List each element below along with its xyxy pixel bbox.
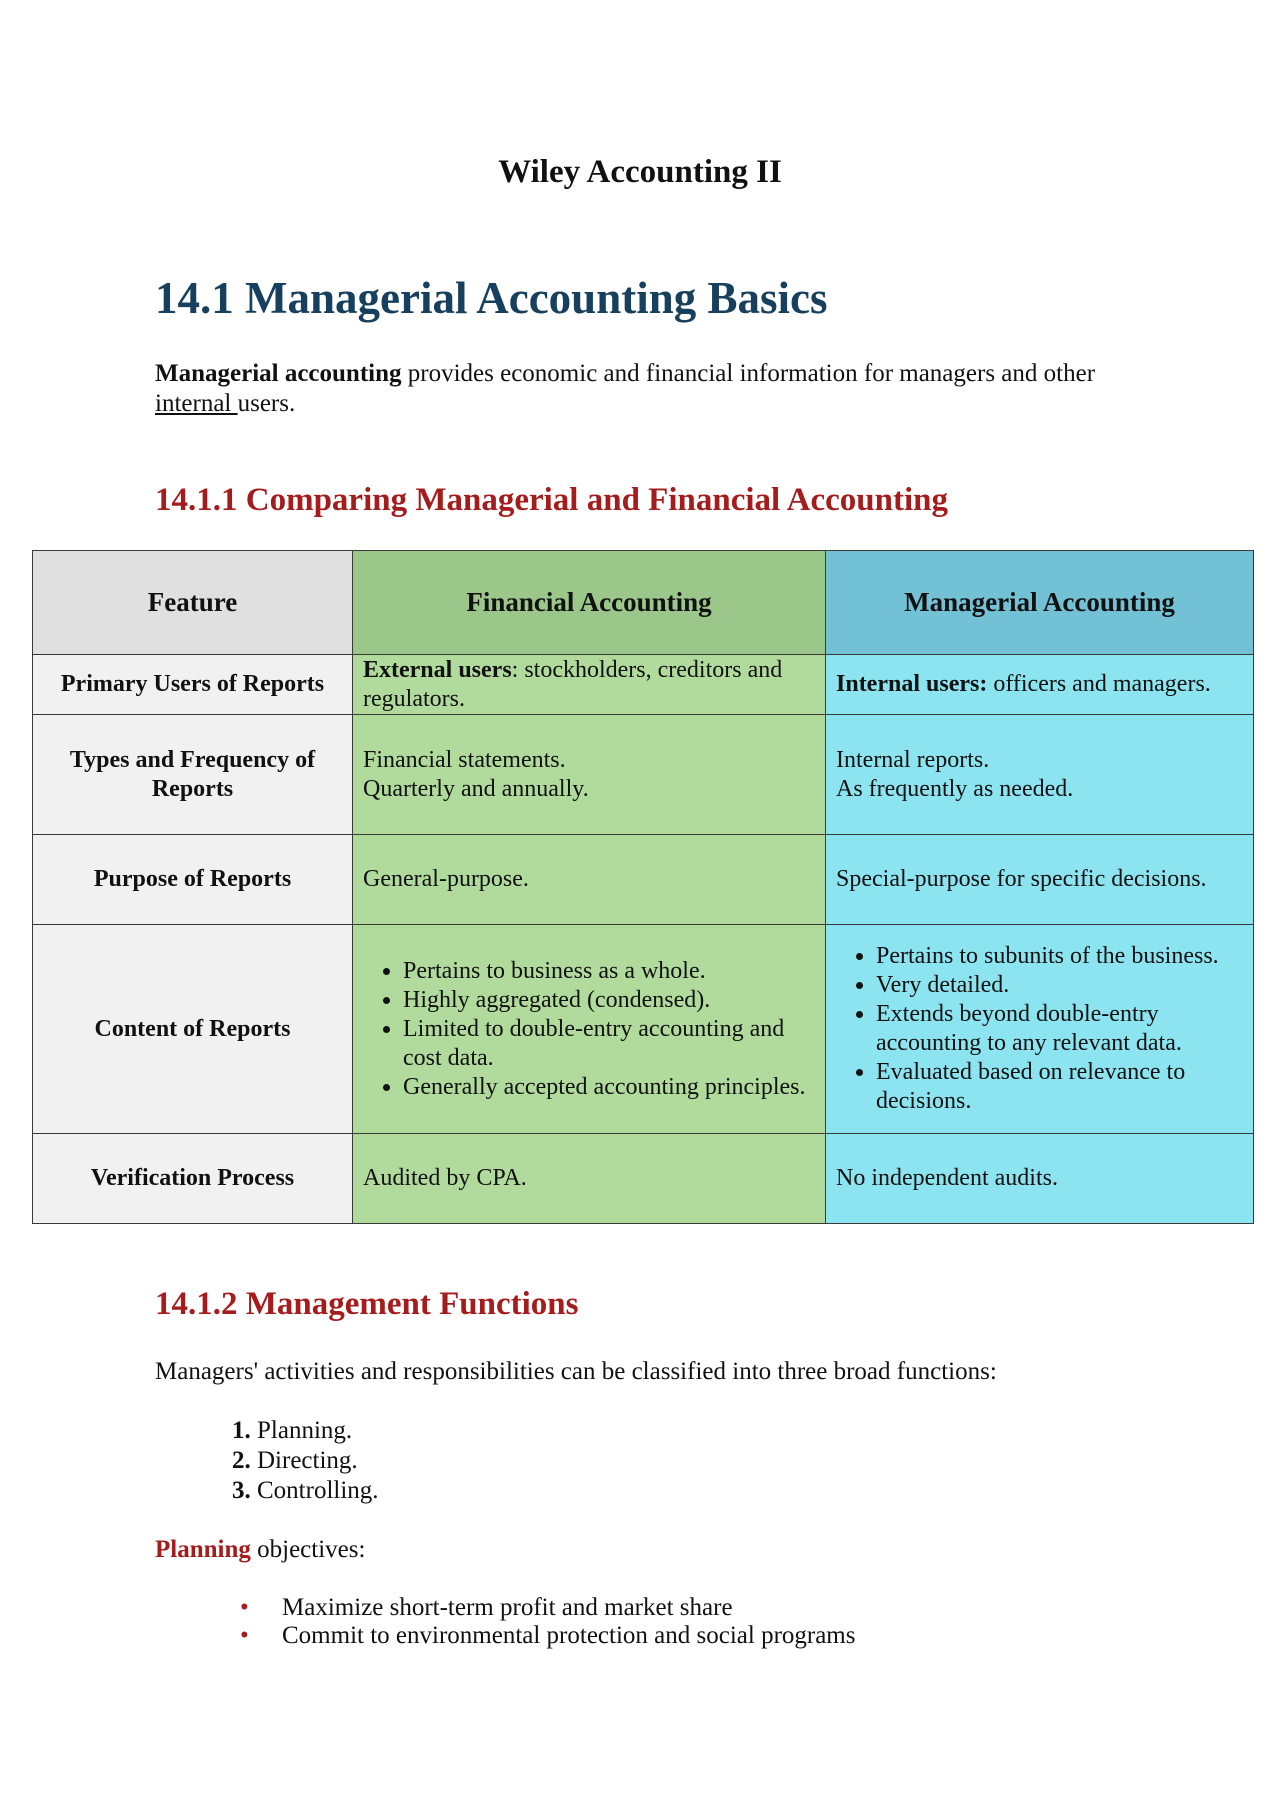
list-text: Planning. (250, 1417, 353, 1444)
list-item: • Generally accepted accounting principles. (403, 1073, 815, 1102)
table-row (33, 925, 1254, 1134)
feature-cell-content: Content of Reports (33, 925, 353, 1134)
list-item (232, 1416, 379, 1446)
list-item: • Extends beyond double-entry accounting to any relevant data. (876, 1000, 1243, 1058)
financial-cell-content (353, 925, 826, 1134)
managerial-users-text: officers and managers. (987, 671, 1211, 697)
list-item: • Very detailed. (876, 971, 1243, 1000)
bullet-icon: • (240, 1622, 249, 1649)
list-text: Maximize short-term profit and market share (282, 1594, 733, 1621)
intro-underlined-word: internal (155, 390, 238, 417)
list-item (232, 1476, 379, 1506)
functions-list (232, 1416, 379, 1506)
financial-cell-verification: Audited by CPA. (353, 1134, 826, 1224)
managerial-cell-verification: No independent audits. (826, 1134, 1254, 1224)
intro-text-a: provides economic and financial information for managers and other (401, 360, 1096, 387)
table-row (33, 835, 1254, 925)
list-item: • Evaluated based on relevance to decisions. (876, 1058, 1243, 1116)
managerial-cell-purpose: Special-purpose for specific decisions. (826, 835, 1254, 925)
feature-cell-verification: Verification Process (33, 1134, 353, 1224)
planning-term: Planning (155, 1536, 251, 1563)
functions-intro: Managers' activities and responsibilities can be classified into three broad functions: (155, 1358, 997, 1385)
feature-cell-purpose: Purpose of Reports (33, 835, 353, 925)
list-item: • Pertains to subunits of the business. (876, 942, 1243, 971)
table-row (33, 715, 1254, 835)
header-financial: Financial Accounting (353, 551, 826, 655)
list-text: Commit to environmental protection and social programs (282, 1622, 856, 1649)
managerial-types-line1: Internal reports. (836, 746, 990, 773)
list-item: • Highly aggregated (condensed). (403, 986, 815, 1015)
list-text: Controlling. (250, 1477, 379, 1504)
list-number: 1. (232, 1417, 251, 1444)
intro-term: Managerial accounting (155, 360, 402, 387)
financial-content-list (363, 957, 815, 1102)
list-text: Directing. (250, 1447, 358, 1474)
intro-text-b: users. (237, 390, 296, 417)
functions-heading: 14.1.2 Management Functions (155, 1286, 579, 1322)
header-feature: Feature (33, 551, 353, 655)
planning-text: objectives: (250, 1536, 366, 1563)
financial-users-bold: External users (363, 656, 512, 683)
comparison-table (32, 550, 1254, 1224)
financial-users-text: : stockholders, creditors and regulators. (363, 656, 783, 712)
managerial-types-line2: As frequently as needed. (836, 775, 1074, 802)
list-item (240, 1594, 856, 1622)
list-item: • Limited to double-entry accounting and cost data. (403, 1015, 815, 1073)
compare-heading: 14.1.1 Comparing Managerial and Financial Accounting (155, 482, 948, 518)
financial-cell-types (353, 715, 826, 835)
list-number: 2. (232, 1447, 251, 1474)
list-item (240, 1622, 856, 1650)
bullet-icon: • (240, 1594, 249, 1621)
list-number: 3. (232, 1477, 251, 1504)
feature-cell-types: Types and Frequency of Reports (33, 715, 353, 835)
header-managerial: Managerial Accounting (826, 551, 1254, 655)
managerial-content-list (836, 942, 1243, 1116)
table-header-row (33, 551, 1254, 655)
financial-types-line2: Quarterly and annually. (363, 775, 589, 802)
planning-objectives-list (240, 1594, 856, 1650)
financial-cell-purpose: General-purpose. (353, 835, 826, 925)
managerial-cell-types (826, 715, 1254, 835)
managerial-cell-users (826, 655, 1254, 715)
table-row (33, 1134, 1254, 1224)
financial-types-line1: Financial statements. (363, 746, 566, 773)
section-heading: 14.1 Managerial Accounting Basics (155, 273, 828, 323)
managerial-cell-content (826, 925, 1254, 1134)
table-row (33, 655, 1254, 715)
feature-cell-users: Primary Users of Reports (33, 655, 353, 715)
list-item (232, 1446, 379, 1476)
list-item: • Pertains to business as a whole. (403, 957, 815, 986)
intro-paragraph (155, 359, 1115, 419)
planning-objectives-line (155, 1535, 365, 1565)
financial-cell-users (353, 655, 826, 715)
managerial-users-bold: Internal users: (836, 671, 988, 697)
document-title: Wiley Accounting II (498, 154, 782, 190)
